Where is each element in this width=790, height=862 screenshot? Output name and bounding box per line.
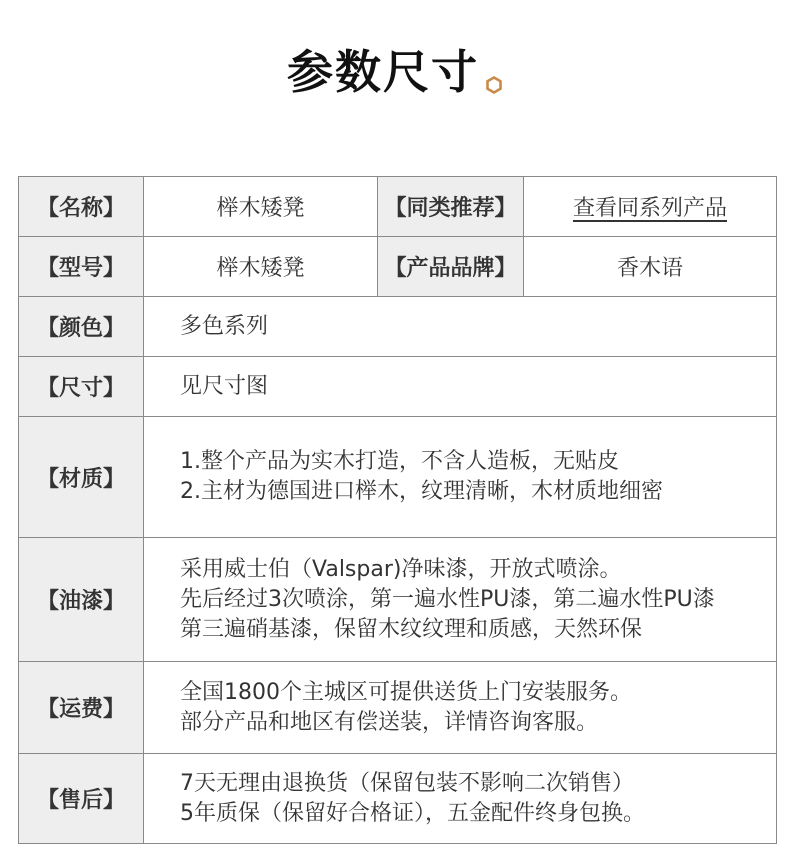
series-link-cell [524,177,777,237]
color-label: 【颜色】 [19,297,144,357]
size-label: 【尺寸】 [19,357,144,417]
model-value: 榉木矮凳 [144,237,378,297]
hexagon-icon [485,48,503,108]
shipping-label: 【运费】 [19,662,144,754]
spec-table [18,176,777,844]
aftersale-value [144,754,777,844]
page-title-text: 参数尺寸 [287,45,479,99]
aftersale-line: 7天无理由退换货（保留包装不影响二次销售） [180,770,634,796]
paint-line: 采用威士伯（Valspar)净味漆，开放式喷涂。 [180,556,622,582]
paint-value [144,538,777,662]
spec-row-model [19,237,777,297]
spec-row-paint [19,538,777,662]
spec-row-name [19,177,777,237]
aftersale-label: 【售后】 [19,754,144,844]
name-label: 【名称】 [19,177,144,237]
spec-row-color [19,297,777,357]
material-line: 2.主材为德国进口榉木，纹理清晰，木材质地细密 [180,479,663,504]
aftersale-line: 5年质保（保留好合格证），五金配件终身包换。 [180,800,645,826]
name-value: 榉木矮凳 [144,177,378,237]
size-value: 见尺寸图 [144,357,777,417]
view-series-link[interactable]: 查看同系列产品 [572,196,727,221]
paint-line: 第三遍硝基漆，保留木纹纹理和质感，天然环保 [180,616,643,642]
spec-row-shipping [19,662,777,754]
page-title [0,42,790,108]
spec-row-aftersale [19,754,777,844]
shipping-line: 全国1800个主城区可提供送货上门安装服务。 [180,679,632,705]
shipping-line: 部分产品和地区有偿送装，详情咨询客服。 [180,709,599,735]
brand-label: 【产品品牌】 [378,237,524,297]
material-value [144,417,777,538]
color-value: 多色系列 [144,297,777,357]
spec-row-size [19,357,777,417]
material-label: 【材质】 [19,417,144,538]
series-label: 【同类推荐】 [378,177,524,237]
model-label: 【型号】 [19,237,144,297]
brand-value: 香木语 [524,237,777,297]
material-line: 1.整个产品为实木打造，不含人造板，无贴皮 [180,449,619,474]
paint-label: 【油漆】 [19,538,144,662]
shipping-value [144,662,777,754]
spec-row-material [19,417,777,538]
paint-line: 先后经过3次喷涂，第一遍水性PU漆，第二遍水性PU漆 [180,586,715,612]
